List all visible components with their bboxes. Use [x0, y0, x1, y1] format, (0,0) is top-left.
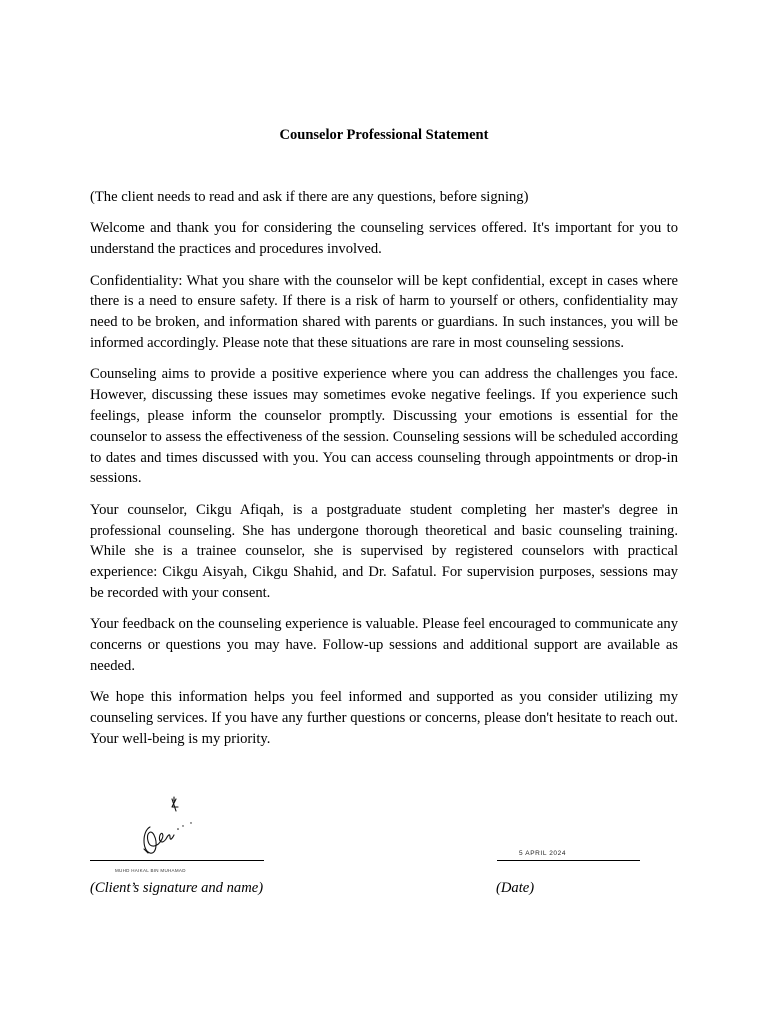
handwritten-signature [136, 793, 206, 857]
client-signature-line [90, 860, 264, 861]
document-title: Counselor Professional Statement [279, 127, 489, 143]
document-body [90, 187, 678, 760]
date-caption: (Date) [496, 880, 535, 896]
counselor-info-paragraph: Your counselor, Cikgu Afiqah, is a postgraduate student completing her master's degree in professional counseling. She has undergone thorough theoretical and basic counseling training. While she is a trainee counselor, she is supervised by registered counselors with practical experience: Cikgu Aisyah, Cikgu Shahid, and Dr. Safatul. For supervision purposes, sessions may be recorded with your consent. [90, 501, 678, 601]
counseling-aims-paragraph: Counseling aims to provide a positive experience where you can address the challenges you face. However, discussing these issues may sometimes evoke negative feelings. If you experience such feelings, please inform the counselor promptly. Discussing your emotions is essential for the counselor to assess the effectiveness of the session. Counseling sessions will be scheduled according to dates and times discussed with you. You can access counseling through appointments or drop-in sessions. [90, 366, 678, 487]
client-printed-name: MUHD HAIKAL BIN MUHAMAD [115, 868, 186, 873]
date-value: 5 APRIL 2024 [519, 850, 567, 857]
confidentiality-paragraph: Confidentiality: What you share with the counselor will be kept confidential, except in cases where there is a need to ensure safety. If there is a risk of harm to yourself or others, confidentiality may need to be broken, and information shared with parents or guardians. In such instances, you will be informed accordingly. Please note that these situations are rare in most counseling sessions. [90, 272, 678, 351]
client-signature-caption: (Client’s signature and name) [90, 880, 264, 896]
date-line [497, 860, 640, 861]
closing-paragraph: We hope this information helps you feel informed and supported as you consider utilizing my counseling services. If you have any further questions or concerns, please don't hesitate to reach out. Your well-being is my priority. [90, 689, 678, 747]
instruction-paragraph: (The client needs to read and ask if there are any questions, before signing) [90, 189, 529, 205]
welcome-paragraph: Welcome and thank you for considering the counseling services offered. It's important for you to understand the practices and procedures involved. [90, 220, 678, 258]
feedback-paragraph: Your feedback on the counseling experience is valuable. Please feel encouraged to communicate any concerns or questions you may have. Follow-up sessions and additional support are available as needed. [90, 616, 678, 674]
